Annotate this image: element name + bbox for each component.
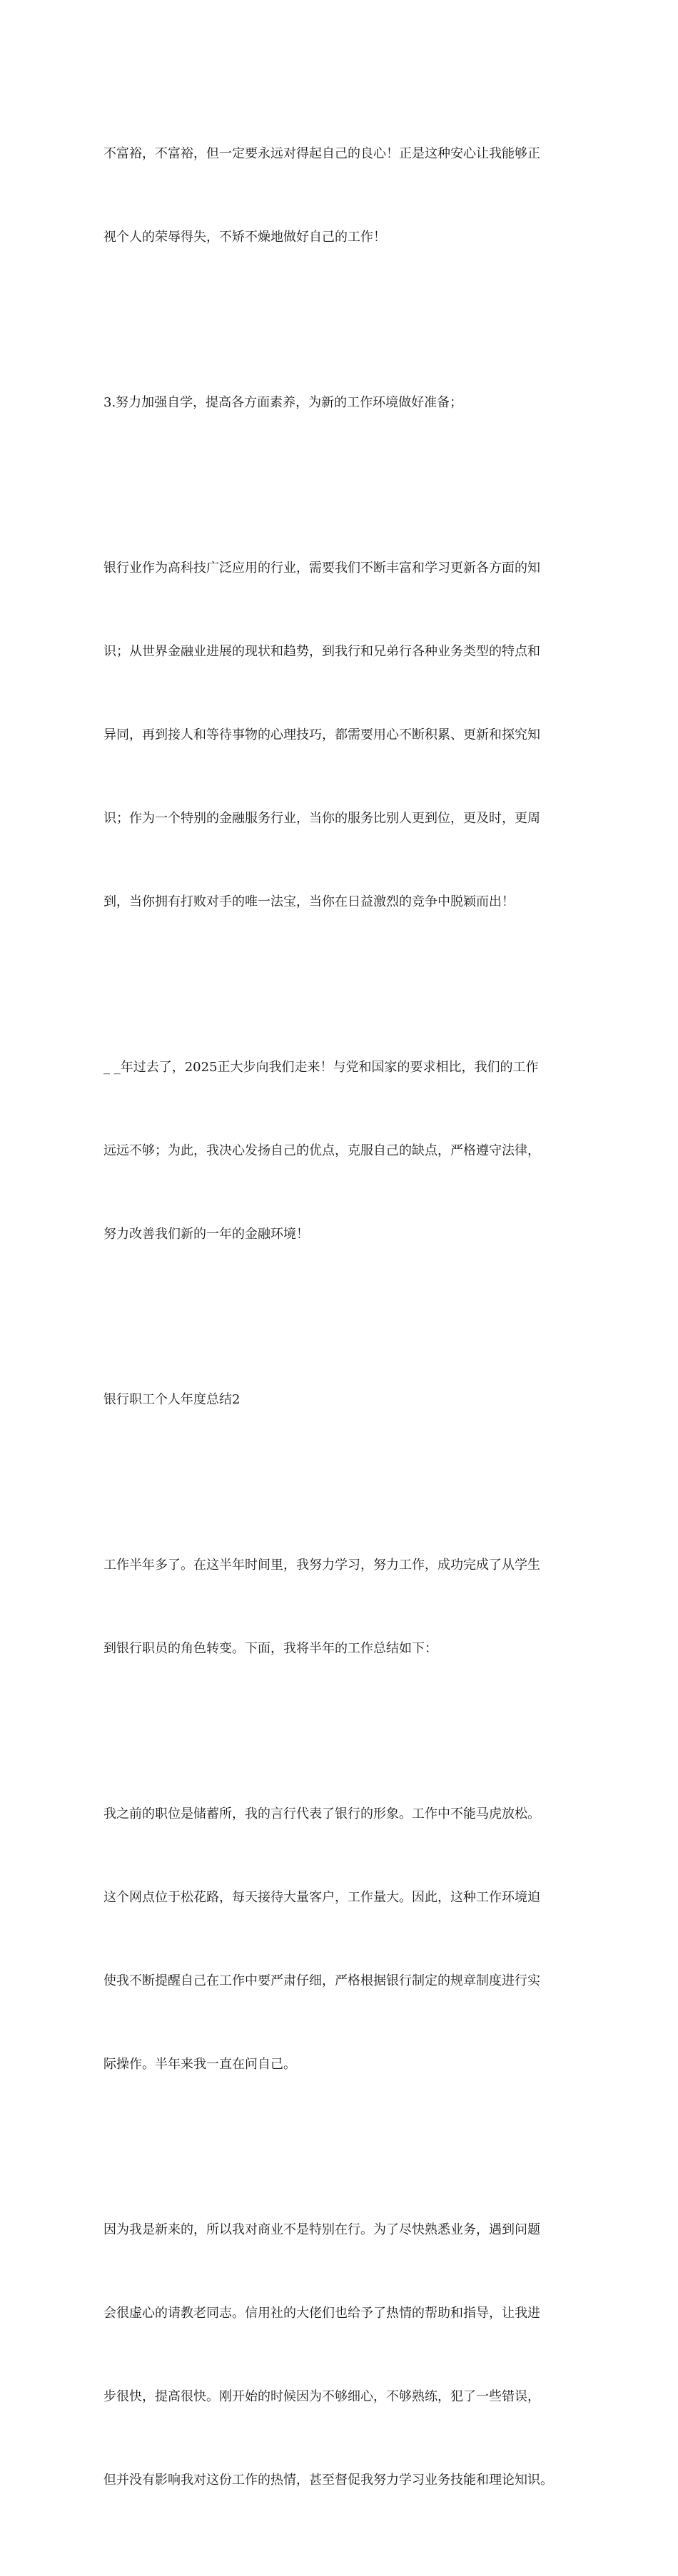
text-line: 识；从世界金融业进展的现状和趋势，到我行和兄弟行各种业务类型的特点和 [103,644,540,659]
section-title [103,1330,580,1469]
text-line: 因为我是新来的，所以我对商业不是特别在行。为了尽快熟悉业务，遇到问题 [103,2222,540,2237]
document-body [103,84,580,2576]
text-line: 际操作。半年来我一直在问自己。 [103,2057,296,2072]
paragraph-self-study-heading [103,333,580,472]
text-line: 使我不断提醒自己在工作中要严肃仔细，严格根据银行制定的规章制度进行实 [103,1973,540,1988]
text-line: 银行业作为高科技广泛应用的行业，需要我们不断丰富和学习更新各方面的知 [103,561,540,576]
text-line: 不富裕，不富裕，但一定要永远对得起自己的良心！正是这种安心让我能够正 [103,146,540,161]
paragraph-banking-knowledge [103,499,580,971]
paragraph-conscience [103,84,580,307]
text-line: 银行职工个人年度总结2 [103,1392,241,1407]
text-line: 但并没有影响我对这份工作的热情，甚至督促我努力学习业务技能和理论知识。 [103,2473,553,2488]
paragraph-learning [103,2160,580,2550]
text-line: 会很虚心的请教老同志。信用社的大佬们也给予了热情的帮助和指导，让我进 [103,2306,540,2321]
paragraph-half-year-intro [103,1496,580,1718]
text-line: 远远不够；为此，我决心发扬自己的优点，克服自己的缺点，严格遵守法律， [103,1143,540,1158]
text-line: 到，当你拥有打败对手的唯一法宝，当你在日益激烈的竞争中脱颖而出！ [103,894,515,909]
text-line: 步很快，提高很快。刚开始的时候因为不够细心，不够熟练，犯了一些错误， [103,2389,540,2404]
paragraph-previous-position [103,1744,580,2134]
text-line: 我之前的职位是储蓄所，我的言行代表了银行的形象。工作中不能马虎放松。 [103,1806,540,1821]
text-line: 到银行职员的角色转变。下面，我将半年的工作总结如下： [103,1641,437,1656]
text-line: 3.努力加强自学，提高各方面素养，为新的工作环境做好准备； [103,395,463,410]
text-line: 努力改善我们新的一年的金融环境！ [103,1227,309,1242]
paragraph-year-outlook [103,998,580,1304]
text-line: _ _年过去了，2025正大步向我们走来！与党和国家的要求相比，我们的工作 [103,1060,539,1075]
text-line: 视个人的荣辱得失，不矫不燥地做好自己的工作！ [103,230,386,245]
text-line: 识；作为一个特别的金融服务行业，当你的服务比别人更到位，更及时，更周 [103,811,540,826]
text-line: 异同，再到接人和等待事物的心理技巧，都需要用心不断积累、更新和探究知 [103,727,540,742]
text-line: 这个网点位于松花路，每天接待大量客户，工作量大。因此，这种工作环境迫 [103,1890,540,1905]
text-line: 工作半年多了。在这半年时间里，我努力学习，努力工作，成功完成了从学生 [103,1558,540,1573]
